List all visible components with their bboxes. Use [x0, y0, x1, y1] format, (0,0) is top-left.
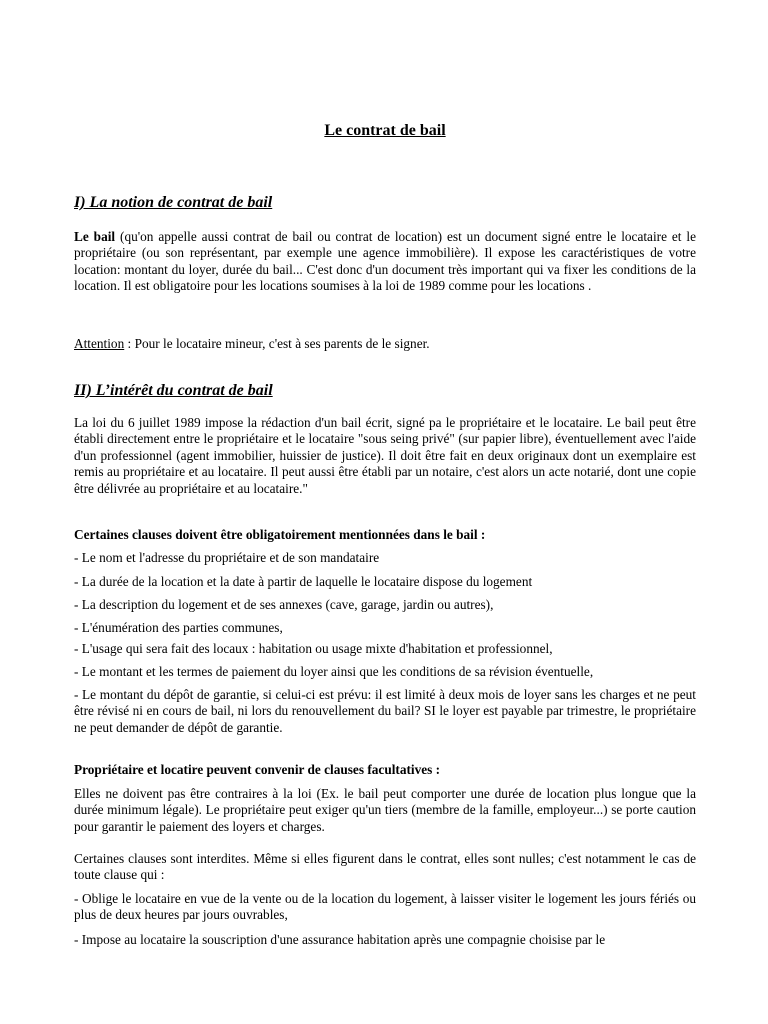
section1-heading: I) La notion de contrat de bail	[74, 194, 273, 211]
attention-note	[74, 336, 696, 352]
section2-paragraph: La loi du 6 juillet 1989 impose la rédaction d'un bail écrit, signé pa le propriétaire et le locataire. Le bail peut être établi directement entre le propriétaire et le locataire "sous seing privé" (sur papier libre), éventuellement avec l'aide d'un professionnel (agent immobilier, huissier de justice). Il doit être fait en deux originaux dont un exemplaire est remis au propriétaire et au locataire. Il peut aussi être établi par un notaire, c'est alors un acte notarié, dont une copie être délivrée au propriétaire et au locataire."	[74, 415, 696, 496]
forbidden-clauses-paragraph: Certaines clauses sont interdites. Même si elles figurent dans le contrat, elles sont nulles; c'est notamment le cas de toute clause qui :	[74, 851, 696, 883]
section1-paragraph	[74, 229, 696, 295]
section2-heading: II) L’intérêt du contrat de bail	[74, 382, 273, 399]
forbidden-item: - Impose au locataire la souscription d'une assurance habitation après une compagnie choisise par le	[74, 932, 606, 947]
mandatory-item: - Le nom et l'adresse du propriétaire et de son mandataire	[74, 550, 380, 565]
bail-definition: (qu'on appelle aussi contrat de bail ou contrat de location) est un document signé entre le locataire et le propriétaire (ou son représentant, par exemple une agence immobilière). Il expose les caractéristiques de votre location: montant du loyer, durée du bail... C'est donc d'un document très important qui va fixer les conditions de la location. Il est obligatoire pour les locations soumises à la loi de 1989 comme pour les locations .	[74, 229, 696, 294]
mandatory-item: - L'usage qui sera fait des locaux : habitation ou usage mixte d'habitation et professionnel,	[74, 641, 553, 656]
page-title: Le contrat de bail	[324, 122, 446, 139]
attention-text: : Pour le locataire mineur, c'est à ses parents de le signer.	[124, 336, 430, 351]
mandatory-item: - La description du logement et de ses annexes (cave, garage, jardin ou autres),	[74, 597, 494, 612]
mandatory-item: - L'énumération des parties communes,	[74, 620, 283, 635]
mandatory-item: - Le montant du dépôt de garantie, si celui-ci est prévu: il est limité à deux mois de loyer sans les charges et ne peut être révisé ni en cours de bail, ni lors du renouvellement du bail? SI le loyer est payable par trimestre, le propriétaire ne peut demander de dépôt de garantie.	[74, 687, 696, 735]
attention-label: Attention	[74, 336, 125, 351]
optional-clauses-paragraph: Elles ne doivent pas être contraires à la loi (Ex. le bail peut comporter une durée de location plus longue que la durée minimum légale). Le propriétaire peut exiger qu'un tiers (membre de la famille, employeur...) se porte caution pour garantir le paiement des loyers et charges.	[74, 786, 696, 834]
mandatory-clauses-heading: Certaines clauses doivent être obligatoirement mentionnées dans le bail :	[74, 527, 486, 542]
mandatory-item: - La durée de la location et la date à partir de laquelle le locataire dispose du logement	[74, 574, 533, 589]
optional-clauses-heading: Propriétaire et locatire peuvent convenir de clauses facultatives :	[74, 762, 441, 777]
mandatory-item: - Le montant et les termes de paiement du loyer ainsi que les conditions de sa révision éventuelle,	[74, 664, 594, 679]
forbidden-item: - Oblige le locataire en vue de la vente ou de la location du logement, à laisser visiter le logement les jours fériés ou plus de deux heures par jours ouvrables,	[74, 891, 696, 923]
bail-term: Le bail	[74, 229, 116, 244]
